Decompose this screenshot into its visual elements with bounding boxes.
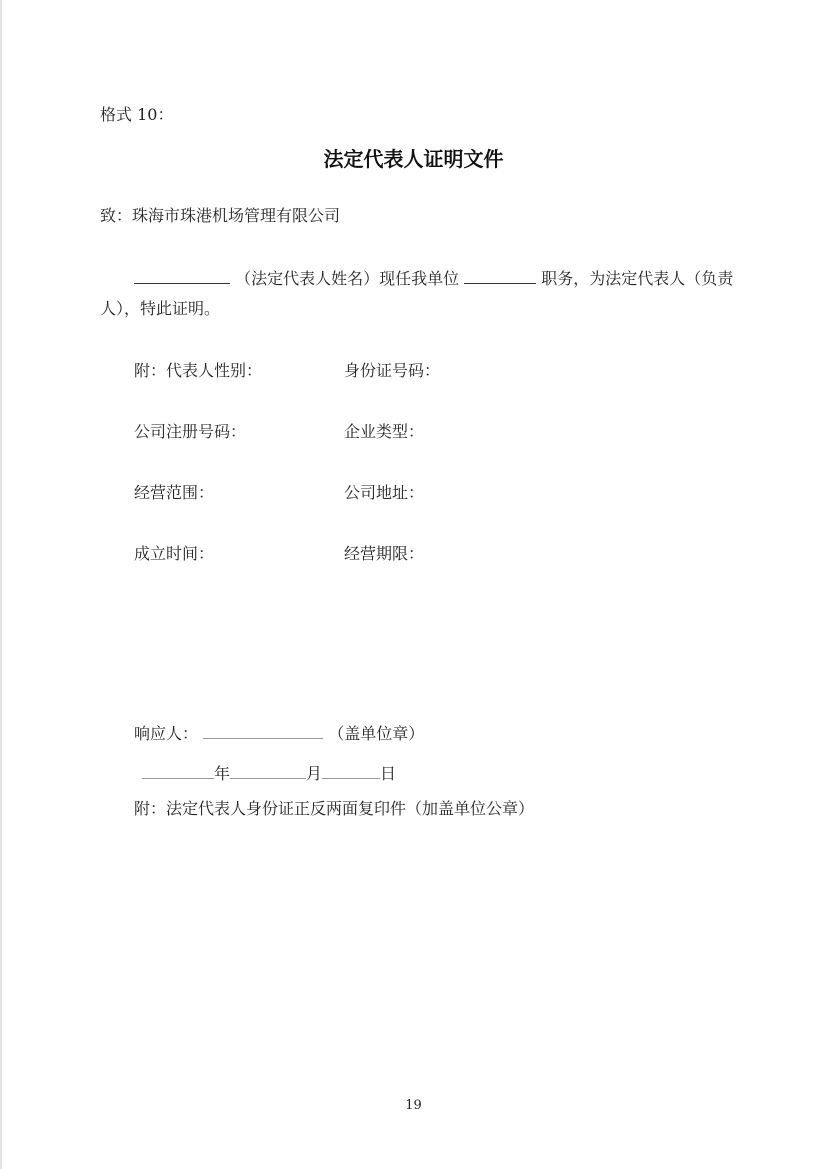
seal-label: （盖单位章） xyxy=(328,724,425,743)
month-label: 月 xyxy=(306,764,323,783)
respondent-blank xyxy=(203,722,323,739)
respondent-line xyxy=(134,722,424,745)
field-business-scope: 经营范围： xyxy=(134,483,215,502)
field-reg-number: 公司注册号码： xyxy=(134,422,247,441)
page-number: 19 xyxy=(405,1098,422,1113)
statement-part-1: （法定代表人姓名）现任我单位 xyxy=(235,269,460,288)
name-blank xyxy=(134,267,230,284)
document-title: 法定代表人证明文件 xyxy=(323,147,504,171)
field-address: 公司地址： xyxy=(344,483,425,502)
month-blank xyxy=(230,762,306,779)
field-id-number: 身份证号码： xyxy=(344,361,441,380)
statement-line-2: 人），特此证明。 xyxy=(100,299,221,318)
page-edge xyxy=(0,0,2,1169)
field-founded: 成立时间： xyxy=(134,544,215,563)
statement-line-1 xyxy=(134,267,733,290)
format-label: 格式 10： xyxy=(100,105,174,124)
year-blank xyxy=(142,762,214,779)
day-label: 日 xyxy=(380,764,397,783)
statement-part-2: 职务，为法定代表人（负责 xyxy=(541,269,734,288)
recipient-line: 致：珠海市珠港机场管理有限公司 xyxy=(100,206,341,225)
date-line xyxy=(142,762,396,785)
field-gender: 附：代表人性别： xyxy=(134,361,263,380)
field-term: 经营期限： xyxy=(344,544,425,563)
attachment-note: 附：法定代表人身份证正反两面复印件（加盖单位公章） xyxy=(134,799,535,818)
field-company-type: 企业类型： xyxy=(344,422,425,441)
day-blank xyxy=(322,762,380,779)
year-label: 年 xyxy=(214,764,231,783)
position-blank xyxy=(464,267,536,284)
respondent-label: 响应人： xyxy=(134,724,199,743)
